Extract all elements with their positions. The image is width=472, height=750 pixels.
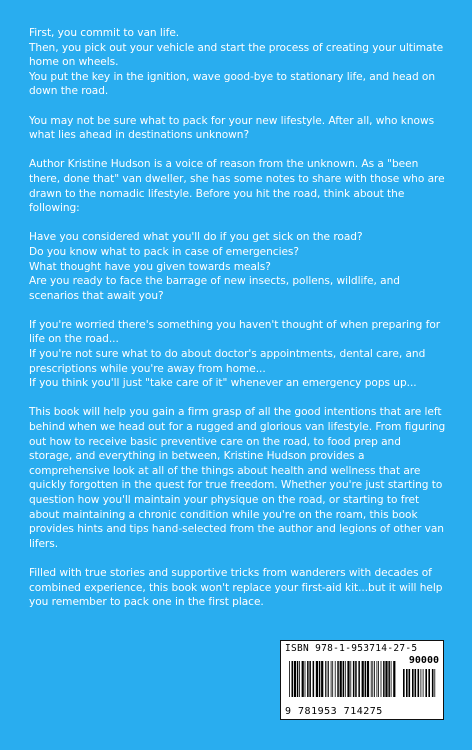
barcode-bar xyxy=(313,661,315,697)
barcode-bar xyxy=(403,669,405,697)
barcode-digits: 9 781953 714275 xyxy=(285,706,383,717)
paragraph xyxy=(29,26,447,99)
barcode-bar xyxy=(383,661,385,697)
barcode-bar xyxy=(412,669,414,697)
text-line: You put the key in the ignition, wave good-bye to stationary life, and head on down the road. xyxy=(29,70,436,98)
barcode-bar xyxy=(358,661,360,697)
barcode-bar xyxy=(337,661,339,697)
paragraph xyxy=(29,157,447,215)
text-line: If you're worried there's something you haven't thought of when preparing for life on the road... xyxy=(29,318,441,346)
barcode-bar xyxy=(365,661,367,697)
text-line: Have you considered what you'll do if you get sick on the road? xyxy=(29,231,363,244)
barcode-bar xyxy=(316,661,318,697)
barcode-bar xyxy=(421,669,422,697)
barcode-bar xyxy=(409,669,411,697)
barcode-bar xyxy=(297,661,299,697)
barcode-bar xyxy=(374,661,375,697)
barcode-bar xyxy=(321,661,323,697)
barcode-bar xyxy=(302,661,304,697)
barcode-bar xyxy=(347,661,349,697)
barcode-bar xyxy=(385,661,387,697)
barcode-bar xyxy=(340,661,342,697)
barcode-bar xyxy=(289,661,290,697)
barcode-bar xyxy=(319,661,321,697)
barcode-bar xyxy=(343,661,345,697)
barcode-bar xyxy=(328,661,329,697)
barcode-bar xyxy=(307,661,309,697)
barcode-bar xyxy=(425,669,427,697)
text-line: Are you ready to face the barrage of new insects, pollens, wildlife, and scenarios that await you? xyxy=(29,275,400,302)
barcode-bar xyxy=(418,669,420,697)
barcode-bar xyxy=(362,661,364,697)
text-line: This book will help you gain a firm grasp of all the good intentions that are left behind when we head out for a rugged and glorious van lifestyle. From figuring out how to receive basic preventive care on the road, to food prep and storage, and everything in between, Kristine Hudson provides a comprehensive look at all of the things about health and wellness that are quickly forgotten in the quest for true freedom. Whether you're just starting to question how you'll maintain your physique on the road, or starting to fret about maintaining a chronic condition while you're on the roam, this book provides hints and tips hand-selected from the author and legions of other van lifers. xyxy=(29,406,446,550)
barcode-bar xyxy=(377,661,378,697)
barcode-bar xyxy=(381,661,382,697)
text-line: If you're not sure what to do about doctor's appointments, dental care, and prescriptions while you're away from home... xyxy=(29,348,426,375)
barcode-bar xyxy=(423,669,424,697)
text-line: Do you know what to pack in case of emergencies? xyxy=(29,245,299,258)
barcode-bar xyxy=(353,661,355,697)
barcode-bar xyxy=(299,661,300,697)
paragraph xyxy=(29,230,447,303)
barcode-bar xyxy=(292,661,294,697)
barcode-bar xyxy=(355,661,357,697)
blurb-text xyxy=(29,26,447,624)
barcode-bar xyxy=(371,661,372,697)
text-line: Then, you pick out your vehicle and start the process of creating your ultimate home on wheels. xyxy=(29,41,444,69)
barcode-bar xyxy=(327,661,328,697)
barcode-bar xyxy=(393,661,395,697)
barcode-bar xyxy=(350,661,351,697)
barcode-bar xyxy=(331,661,332,697)
barcode-bar xyxy=(415,669,417,697)
barcode-bar xyxy=(432,669,434,697)
barcode-bar xyxy=(325,661,326,697)
barcode-bar xyxy=(391,661,392,697)
barcode-bar xyxy=(294,661,296,697)
barcode-bar xyxy=(367,661,369,697)
price-code: 90000 xyxy=(408,655,439,666)
barcode-bar xyxy=(428,669,430,697)
barcode-bar xyxy=(335,661,336,697)
barcode-bar xyxy=(305,661,306,697)
text-line: Author Kristine Hudson is a voice of reason from the unknown. As a "been there, done that" van dweller, she has some notes to share with those who are drawn to the nomadic lifestyle. Before you hit the road, think about the following: xyxy=(29,158,445,215)
text-line: What thought have you given towards meals? xyxy=(29,260,271,273)
barcode-bar xyxy=(434,669,435,697)
barcode-bar xyxy=(309,661,311,697)
barcode-bar xyxy=(345,661,346,697)
paragraph xyxy=(29,405,447,551)
barcode-bar xyxy=(378,661,379,697)
barcode-bar xyxy=(332,661,333,697)
text-line: Filled with true stories and supportive tricks from wanderers with decades of combined experience, this book won't replace your first-aid kit...but it will help you remember to pack one in the first place. xyxy=(29,566,443,609)
paragraph xyxy=(29,566,447,610)
text-line: First, you commit to van life. xyxy=(29,27,180,39)
barcode-bar xyxy=(372,661,373,697)
paragraph xyxy=(29,318,447,391)
paragraph xyxy=(29,114,447,143)
text-line: You may not be sure what to pack for your new lifestyle. After all, who knows what lies ahead in destinations unknown? xyxy=(29,114,435,142)
text-line: If you think you'll just "take care of it" whenever an emergency pops up... xyxy=(29,377,417,390)
isbn-barcode xyxy=(280,640,444,720)
isbn-label: ISBN 978-1-953714-27-5 xyxy=(285,643,418,654)
barcode-bar xyxy=(406,669,408,697)
barcode-bar xyxy=(388,661,390,697)
